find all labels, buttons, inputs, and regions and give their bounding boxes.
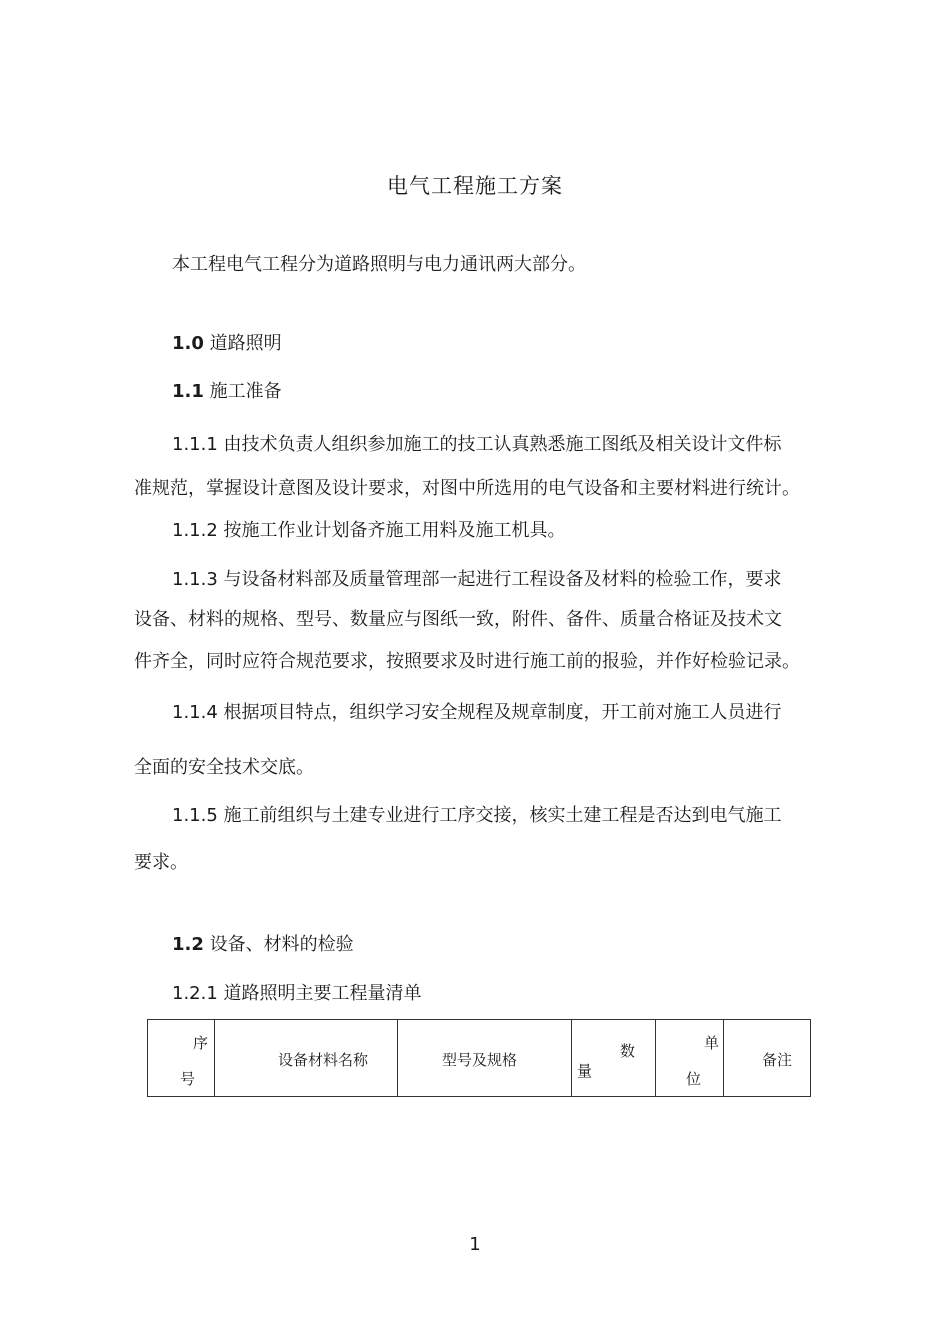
paragraph-1-1-3-line-2: 设备、材料的规格、型号、数量应与图纸一致，附件、备件、质量合格证及技术文 [134, 609, 782, 630]
section-number: 1.0 [172, 333, 204, 354]
paragraph-1-1-1-line-1: 1.1.1 由技术负责人组织参加施工的技工认真熟悉施工图纸及相关设计文件标 [172, 434, 782, 455]
header-text: 数 [619, 1042, 635, 1060]
intro-paragraph: 本工程电气工程分为道路照明与电力通讯两大部分。 [172, 254, 586, 275]
header-text: 备注 [762, 1051, 793, 1069]
section-1-2-heading [172, 932, 872, 958]
header-cell-spec [398, 1020, 572, 1097]
section-title: 道路照明 [209, 333, 282, 354]
header-text: 设备材料名称 [278, 1051, 369, 1069]
paragraph-1-1-5-line-2: 要求。 [134, 852, 188, 873]
header-cell-name [215, 1020, 398, 1097]
paragraph-1-1-4-line-1: 1.1.4 根据项目特点，组织学习安全规程及规章制度，开工前对施工人员进行 [172, 702, 782, 723]
header-text: 单 [703, 1034, 719, 1052]
paragraph-1-1-2: 1.1.2 按施工作业计划备齐施工用料及施工机具。 [172, 520, 566, 541]
header-cell-serial [148, 1020, 215, 1097]
header-text: 位 [686, 1070, 702, 1088]
document-title: 电气工程施工方案 [387, 174, 563, 198]
quantity-table [147, 1019, 811, 1097]
header-cell-quantity [572, 1020, 656, 1097]
header-text: 号 [180, 1070, 196, 1088]
table-header-row [148, 1020, 811, 1097]
paragraph-1-1-3-line-1: 1.1.3 与设备材料部及质量管理部一起进行工程设备及材料的检验工作，要求 [172, 569, 782, 590]
page-number: 1 [469, 1234, 481, 1255]
paragraph-1-1-5-line-1: 1.1.5 施工前组织与土建专业进行工序交接，核实土建工程是否达到电气施工 [172, 805, 782, 826]
paragraph-1-1-1-line-2: 准规范，掌握设计意图及设计要求，对图中所选用的电气设备和主要材料进行统计。 [134, 478, 800, 499]
section-number: 1.2 [172, 934, 204, 955]
header-text: 型号及规格 [442, 1051, 518, 1069]
section-title: 设备、材料的检验 [209, 934, 354, 955]
section-number: 1.1 [172, 381, 204, 402]
paragraph-1-1-3-line-3: 件齐全，同时应符合规范要求，按照要求及时进行施工前的报验，并作好检验记录。 [134, 651, 800, 672]
header-text: 序 [192, 1034, 208, 1052]
header-cell-note [724, 1020, 811, 1097]
section-1-1-heading [172, 379, 872, 405]
section-1-0-heading [172, 331, 872, 357]
header-text: 量 [577, 1062, 593, 1080]
subsection-1-2-1-heading: 1.2.1 道路照明主要工程量清单 [172, 983, 422, 1004]
header-cell-unit [656, 1020, 724, 1097]
section-title: 施工准备 [209, 381, 282, 402]
paragraph-1-1-4-line-2: 全面的安全技术交底。 [134, 757, 314, 778]
